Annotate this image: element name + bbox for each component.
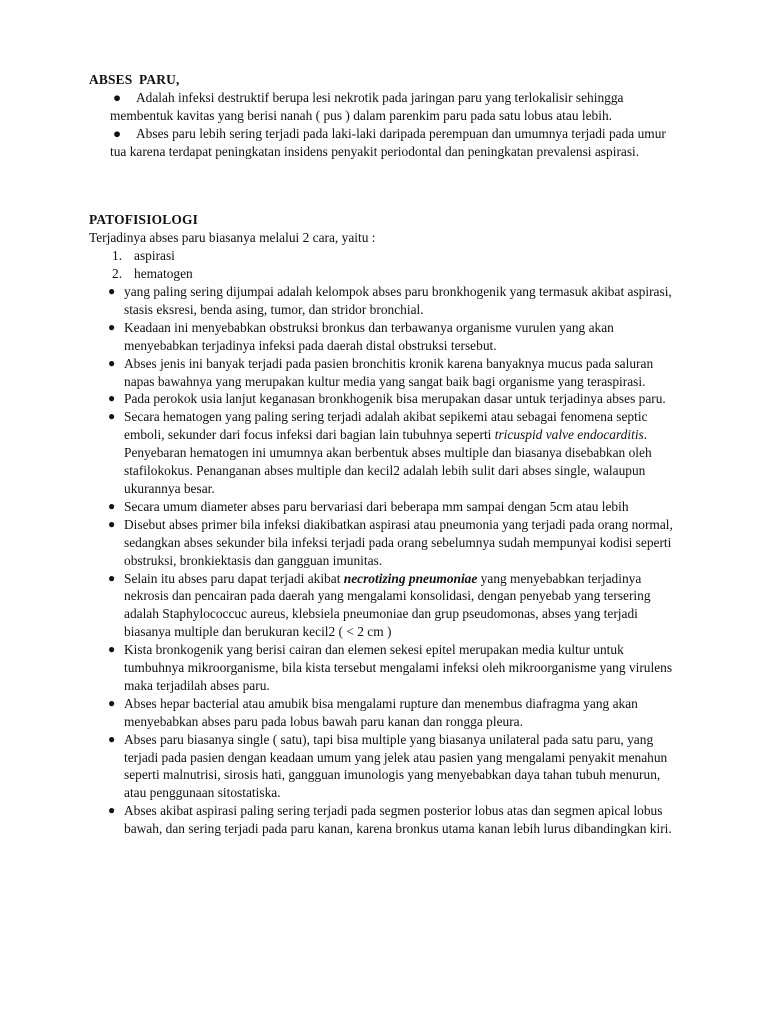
bullet-text: Abses akibat aspirasi paling sering terjadi pada segmen posterior lobus atas dan segmen apical lobus bawah, dan sering terjadi pada paru kanan, karena bronkus utama kanan lebih lurus dibandingkan kiri. [124,803,672,837]
bullet-text-post: . Penyebaran hematogen ini umumnya akan berbentuk abses multiple dan biasanya disebabkan oleh stafilokokus. Penanganan abses multiple dan kecil2 adalah lebih sulit dari abses single, walaupun ukurannya besar. [124,427,652,496]
abses-paru-bullet-list [110,89,680,161]
bullet-icon: ● [113,125,122,141]
patofisiologi-intro: Terjadinya abses paru biasanya melalui 2 cara, yaitu : [89,230,376,245]
list-item [108,498,683,516]
list-item [108,283,683,319]
bullet-icon: ● [113,90,122,105]
list-item [108,570,683,642]
bullet-text: Abses paru lebih sering terjadi pada laki-laki daripada perempuan dan umumnya terjadi pada umur tua karena terdapat peningkatan insidens penyakit periodontal dan peningkatan prevalensi aspirasi. [110,125,666,159]
bullet-text: Secara umum diameter abses paru bervariasi dari beberapa mm sampai dengan 5cm atau lebih [124,498,629,514]
list-item [110,89,680,125]
bullet-icon: ● [108,803,116,818]
section-title-abses-paru: ABSES PARU, [89,72,180,87]
list-item [108,731,683,803]
bullet-text: Abses jenis ini banyak terjadi pada pasien bronchitis kronik karena banyaknya mucus pada saluran napas bawahnya yang merupakan kultur media yang sangat baik bagi organisme yang teraspirasi. [124,355,654,389]
bullet-icon: ● [108,731,116,746]
list-item [112,265,193,283]
bullet-text: Disebut abses primer bila infeksi diakibatkan aspirasi atau pneumonia yang terjadi pada orang normal, sedangkan abses sekunder bila infeksi terjadi pada orang sebelumnya sudah mempunyai kodisi seperti obstruksi, bronkiektasis dan gangguan imunitas. [124,516,673,568]
list-item [108,319,683,355]
bullet-text-pre: Secara hematogen yang paling sering terjadi adalah akibat sepikemi atau sebagai fenomena septic emboli, sekunder dari focus infeksi dari bagian lain tubuhnya seperti [124,409,648,443]
bullet-icon: ● [108,516,116,531]
patofisiologi-bullet-list [108,283,683,838]
item-text: hematogen [134,265,193,281]
bullet-icon: ● [108,695,116,710]
bullet-text: Adalah infeksi destruktif berupa lesi nekrotik pada jaringan paru yang terlokalisir sehingga membentuk kavitas yang berisi nanah ( pus ) dalam parenkim paru pada satu lobus atau lebih. [110,90,624,123]
bullet-icon: ● [108,570,116,585]
item-number: 1. [112,248,123,263]
list-item [108,408,683,498]
bullet-text: Kista bronkogenik yang berisi cairan dan elemen sekesi epitel merupakan media kultur untuk tumbuhnya mikroorganisme, bila kista tersebut mengalami infeksi oleh mikroorganisme yang virulens maka terjadilah abses paru. [124,642,673,693]
bullet-icon: ● [108,391,116,406]
bullet-text: yang paling sering dijumpai adalah kelompok abses paru bronkhogenik yang termasuk akibat aspirasi, stasis eksresi, benda asing, tumor, dan stridor bronchial. [124,284,672,317]
bullet-icon: ● [108,284,116,298]
bullet-icon: ● [108,498,116,513]
bullet-text: Pada perokok usia lanjut keganasan bronkhogenik bisa merupakan dasar untuk terjadinya abses paru. [124,391,666,407]
item-text: aspirasi [134,248,175,263]
list-item [108,802,683,838]
list-item [110,125,680,161]
list-item [108,516,683,570]
bullet-text-emphasis: necrotizing pneumoniae [343,570,478,586]
item-number: 2. [112,265,123,281]
bullet-text-italic: tricuspid valve endocarditis [494,427,644,443]
bullet-text-pre: Selain itu abses paru dapat terjadi akibat [124,570,344,586]
list-item [112,247,193,265]
bullet-text: Keadaan ini menyebabkan obstruksi bronkus dan terbawanya organisme vurulen yang akan menyebabkan terjadinya infeksi pada daerah distal obstruksi tersebut. [124,319,614,353]
bullet-text: Abses paru biasanya single ( satu), tapi bisa multiple yang biasanya unilateral pada satu paru, yang terjadi pada pasien dengan keadaan umum yang jelek atau pasien yang mengalami penyakit menahun seperti malnutrisi, sirosis hati, gangguan imunologis yang menyebabkan daya tahan tubuh menurun, atau penggunaan sitostatiska. [124,731,668,801]
bullet-icon: ● [108,642,116,657]
section-title-patofisiologi: PATOFISIOLOGI [89,212,199,227]
list-item [108,390,683,408]
bullet-icon: ● [108,355,116,370]
list-item [108,641,683,695]
list-item [108,695,683,731]
list-item [108,355,683,391]
bullet-icon: ● [108,409,116,424]
bullet-icon: ● [108,319,116,334]
numbered-list [112,247,193,283]
bullet-text-post: yang menyebabkan terjadinya nekrosis dan pencairan pada daerah yang mengalami konsolidasi, dengan penyebab yang tersering adalah Staphylococcuc aureus, klebsiela pneumoniae dan grup pseudomonas, abses yang terjadi biasanya multiple dan berukuran kecil2 ( < 2 cm ) [124,570,651,640]
bullet-text: Abses hepar bacterial atau amubik bisa mengalami rupture dan menembus diafragma yang akan menyebabkan abses paru pada lobus bawah paru kanan dan rongga pleura. [124,695,638,729]
